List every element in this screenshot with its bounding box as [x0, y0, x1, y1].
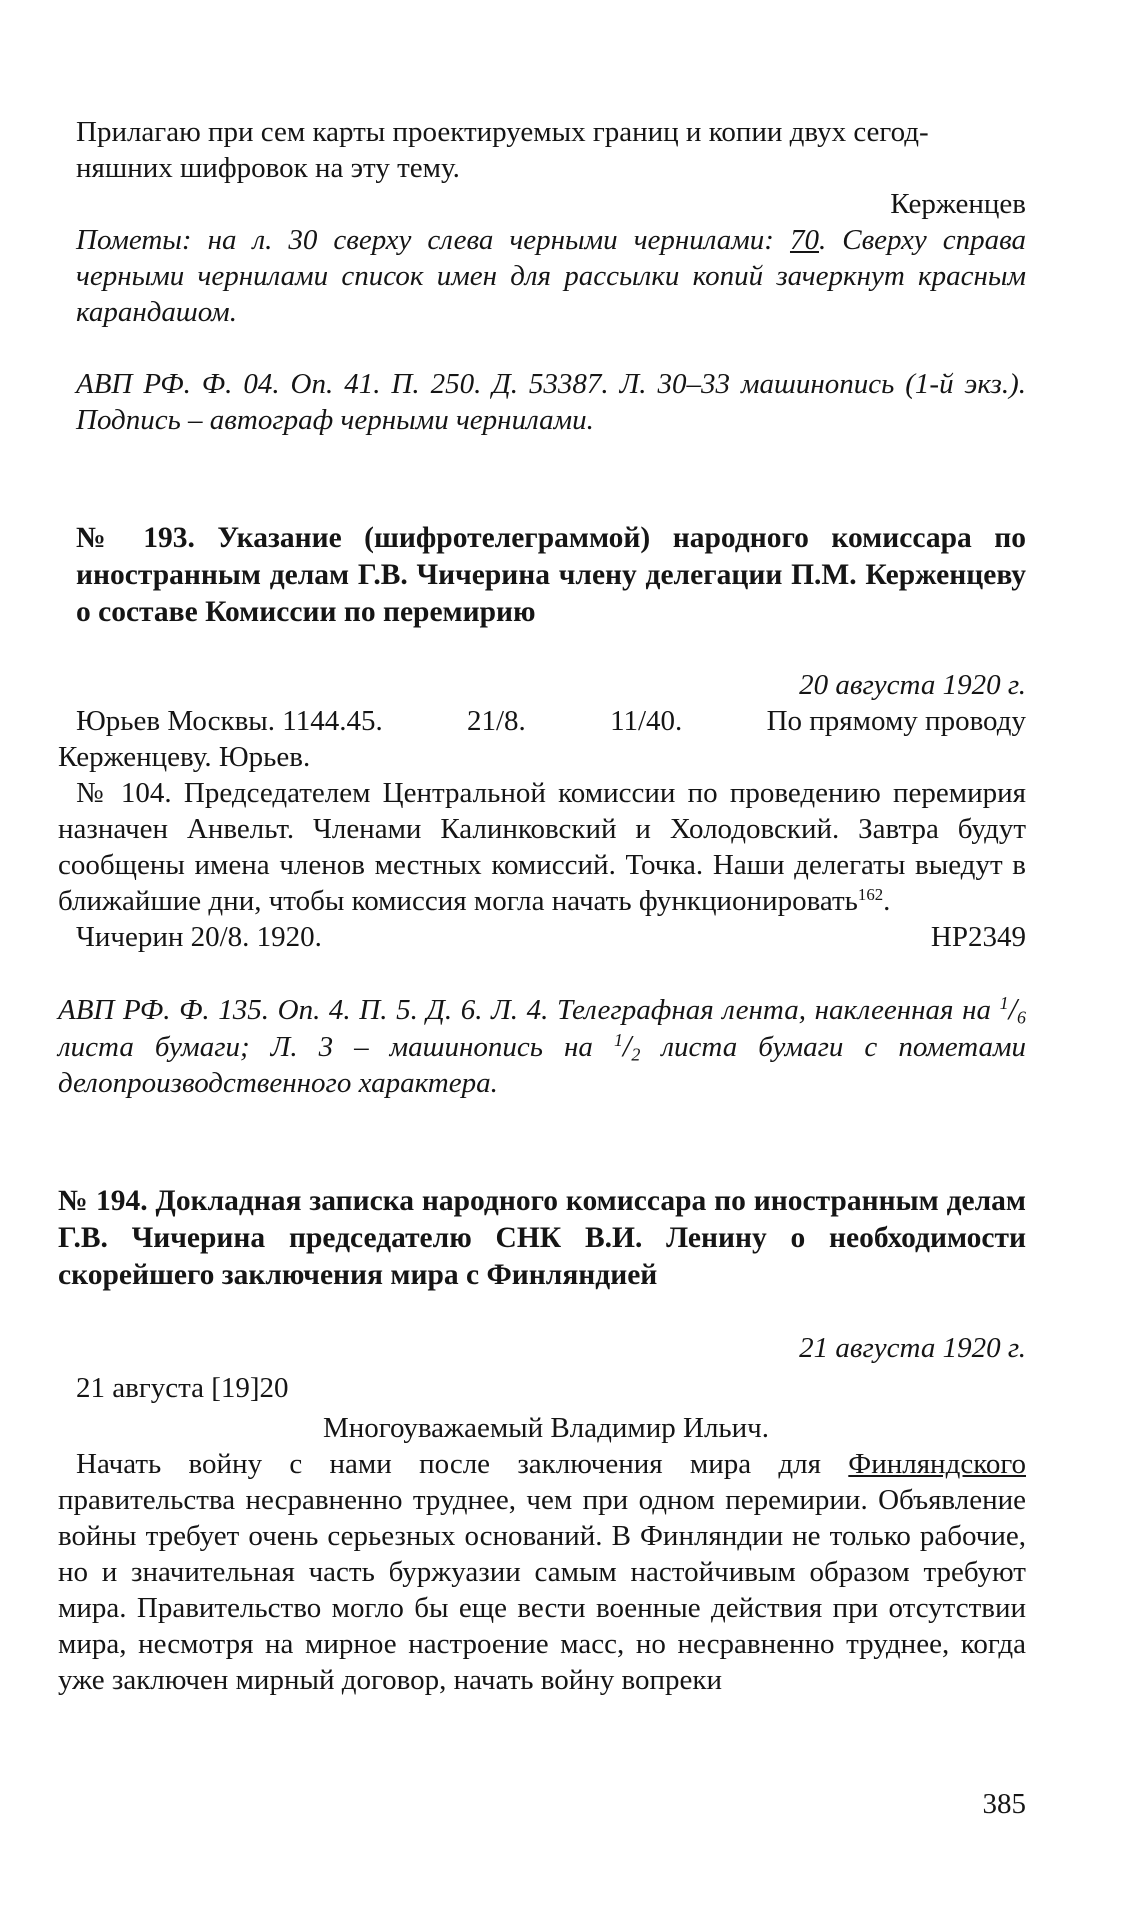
- telegram-body-text: № 104. Председателем Центральной комиссии по проведению перемирия назначен Анвельт. Членами Калинковский и Холодовский. Завтра будут сообщены имена членов местных комиссий. Точка. Наши делегаты выедут в ближайшие дни, чтобы комиссия могла начать функционировать: [58, 777, 1026, 917]
- frac2-den: 2: [631, 1044, 641, 1065]
- telegram-code: НР2349: [930, 921, 1026, 953]
- marks-prefix: Пометы: на л. 30 сверху слева черными чернилами:: [76, 224, 790, 256]
- telegram-signature: Чичерин 20/8. 1920.: [76, 921, 322, 953]
- closing-line-1: Прилагаю при сем карты проектируемых границ и копии двух сегод-: [76, 116, 929, 148]
- telegram-signature-row: [76, 919, 1026, 955]
- page-number: 385: [982, 1788, 1026, 1820]
- letter-body-rest: правительства несравненно труднее, чем при одном перемирии. Объявление войны требует очень серьезных оснований. В Финляндии не только рабочие, но и значительная часть буржуазии самым настойчивым образом требуют мира. Правительство могло бы еще вести военные действия при отсутствии мира, несмотря на мирное настроение масс, но несравненно труднее, когда уже заключен мирный договор, начать войну вопреки: [58, 1484, 1026, 1696]
- underlined-word: Финляндского: [848, 1448, 1026, 1480]
- archive-ref-part1: АВП РФ. Ф. 135. Оп. 4. П. 5. Д. 6. Л. 4. Телеграфная лента, наклеенная на: [58, 994, 991, 1026]
- signature: Керженцев: [890, 188, 1026, 220]
- doc194-date: 21 августа 1920 г.: [799, 1332, 1026, 1364]
- letter-date: 21 августа [19]20: [76, 1372, 289, 1404]
- telegram-recipient: Керженцеву. Юрьев.: [58, 741, 311, 773]
- telegram-body: [58, 775, 1026, 919]
- doc193-date: 20 августа 1920 г.: [799, 669, 1026, 701]
- letter-body-start: Начать войну с нами после заключения мира для: [76, 1448, 849, 1480]
- archive-reference: АВП РФ. Ф. 04. Оп. 41. П. 250. Д. 53387. Л. 30–33 машинопись (1-й экз.). Подпись – автограф черными чернилами.: [76, 368, 1026, 436]
- letter-body: [58, 1446, 1026, 1698]
- doc193-title: № 193. Указание (шифротелеграммой) народного комиссара по иностранным делам Г.В. Чичерина члену делегации П.М. Керженцеву о составе Комиссии по перемирию: [76, 522, 1026, 628]
- telegram-time: 11/40.: [610, 705, 683, 737]
- marks-note: [76, 222, 1026, 330]
- marks-suffix: . Сверху справа черными чернилами список имен для рассылки копий зачеркнут красным карандашом.: [76, 224, 1026, 328]
- document-page: [58, 114, 1027, 1698]
- telegram-from: Юрьев Москвы. 1144.45.: [76, 705, 383, 737]
- telegram-route: По прямому проводу: [766, 705, 1026, 737]
- salutation: Многоуважаемый Владимир Ильич.: [322, 1412, 770, 1444]
- doc192-ending: [76, 114, 1026, 438]
- doc193-archive-reference: [58, 991, 1026, 1101]
- fraction-one-half: $^1/_2$: [613, 1029, 641, 1065]
- doc194: [58, 1183, 1026, 1698]
- telegram-date: 21/8.: [466, 705, 526, 737]
- archive-ref-part2: листа бумаги; Л. 3 – машинопись на: [58, 1031, 593, 1063]
- body-end: .: [883, 885, 891, 917]
- fraction-one-sixth: $^1/_6$: [999, 992, 1027, 1028]
- frac1-den: 6: [1017, 1007, 1027, 1028]
- closing-line-2: няшних шифровок на эту тему.: [76, 152, 460, 184]
- frac1-num: 1: [999, 993, 1009, 1014]
- footnote-ref: 162: [857, 884, 884, 904]
- telegram-header: [76, 703, 1026, 739]
- marks-number: 70: [789, 224, 819, 256]
- doc194-title: № 194. Докладная записка народного комиссара по иностранным делам Г.В. Чичерина председателю СНК В.И. Ленину о необходимости скорейшего заключения мира с Финляндией: [58, 1185, 1026, 1291]
- archive-ref-part3: листа бумаги с пометами делопроизводственного характера.: [58, 1031, 1027, 1099]
- doc193: [58, 520, 1027, 1101]
- frac2-num: 1: [613, 1030, 623, 1051]
